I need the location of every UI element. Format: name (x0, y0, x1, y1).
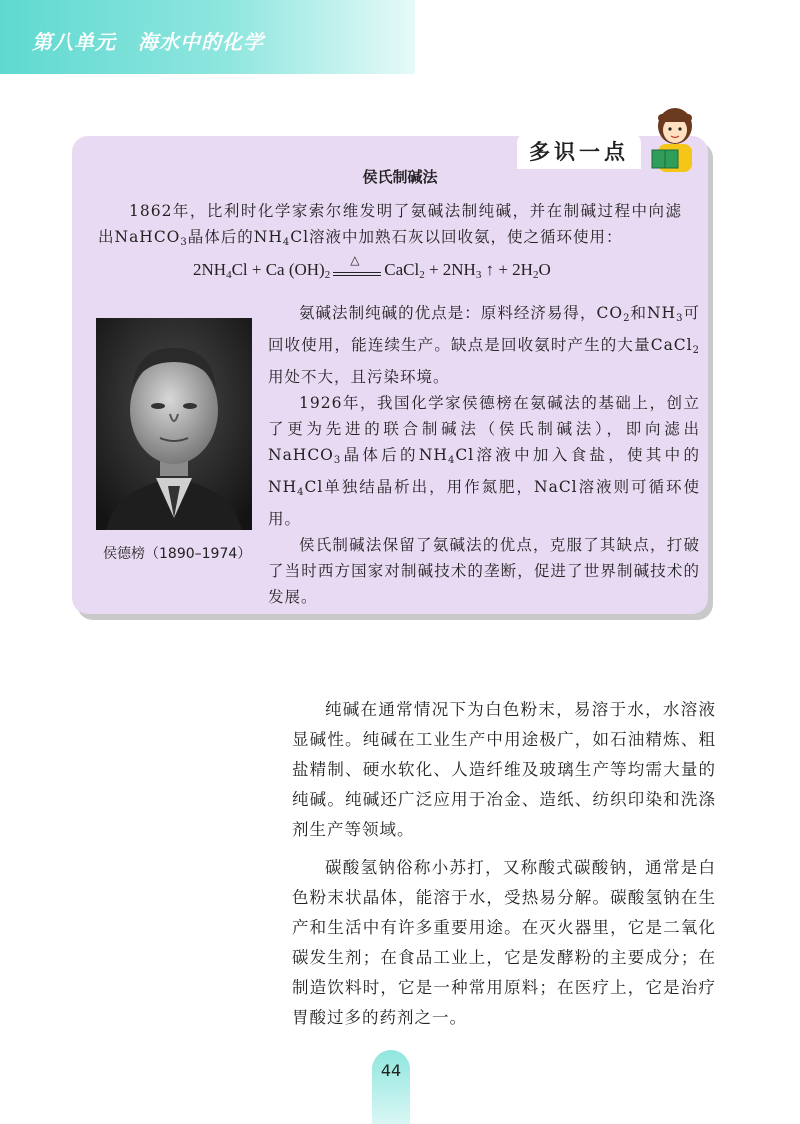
chapter-title: 海水中的化学 (138, 30, 264, 54)
page-number: 44 (380, 1061, 402, 1080)
unit-label: 第八单元 (32, 30, 116, 54)
chapter-header-band (0, 0, 415, 74)
sidebar-text-column (268, 300, 700, 610)
main-text (292, 695, 716, 1041)
sidebar-paragraph-4: 侯氏制碱法保留了氨碱法的优点，克服了其缺点，打破了当时西方国家对制碱技术的垄断，促进了世界制碱技术的发展。 (268, 536, 700, 606)
sidebar-paragraph-1: 1862年，比利时化学家索尔维发明了氨碱法制纯碱，并在制碱过程中向滤出NaHCO$_3$晶体后的$NH_4Cl$溶液中加熟石灰以回收氨，使之循环使用： (98, 202, 682, 248)
heat-condition: △ (350, 253, 360, 268)
cartoon-girl-reading-icon (644, 104, 706, 174)
chapter-header (32, 26, 286, 55)
sidebar-paragraph-2: 氨碱法制纯碱的优点是：原料经济易得，$CO_2$和$NH_3$可回收使用，能连续生产。缺点是回收氨时产生的大量CaCl$_2$用处不大，且污染环境。 (268, 304, 700, 386)
sidebar-tag: 多识一点 (517, 133, 641, 169)
body-paragraph-2: 碳酸氢钠俗称小苏打，又称酸式碳酸钠，通常是白色粉末状晶体，能溶于水，受热易分解。碳酸氢钠在生产和生活中有许多重要用途。在灭火器里，它是二氧化碳发生剂；在食品工业上，它是发酵粉的主要成分；在制造饮料时，它是一种常用原料；在医疗上，它是治疗胃酸过多的药剂之一。 (292, 858, 716, 1027)
sidebar-paragraph-3: 1926年，我国化学家侯德榜在氨碱法的基础上，创立了更为先进的联合制碱法（侯氏制碱法），即向滤出NaHCO$_3$晶体后的$NH_4Cl$溶液中加入食盐，使其中的$NH_4Cl$单独结晶析出，用作氮肥，NaCl溶液则可循环使用。 (268, 394, 700, 528)
portrait-caption: 侯德榜（1890–1974） (103, 546, 252, 562)
reaction-arrow (333, 253, 381, 278)
body-paragraph-1: 纯碱在通常情况下为白色粉末，易溶于水，水溶液显碱性。纯碱在工业生产中用途极广，如石油精炼、粗盐精制、硬水软化、人造纤维及玻璃生产等均需大量的纯碱。纯碱还广泛应用于冶金、造纸、纺织印染和洗涤剂生产等领域。 (292, 700, 716, 839)
chemical-equation: $2NH_4Cl + Ca$ $(OH)_2$ △ CaCl$_2$ + $2NH_3$ ↑ + $2H_2O$ (193, 253, 551, 281)
sidebar-title: 侯氏制碱法 (362, 168, 438, 186)
portrait-photo (96, 318, 252, 530)
